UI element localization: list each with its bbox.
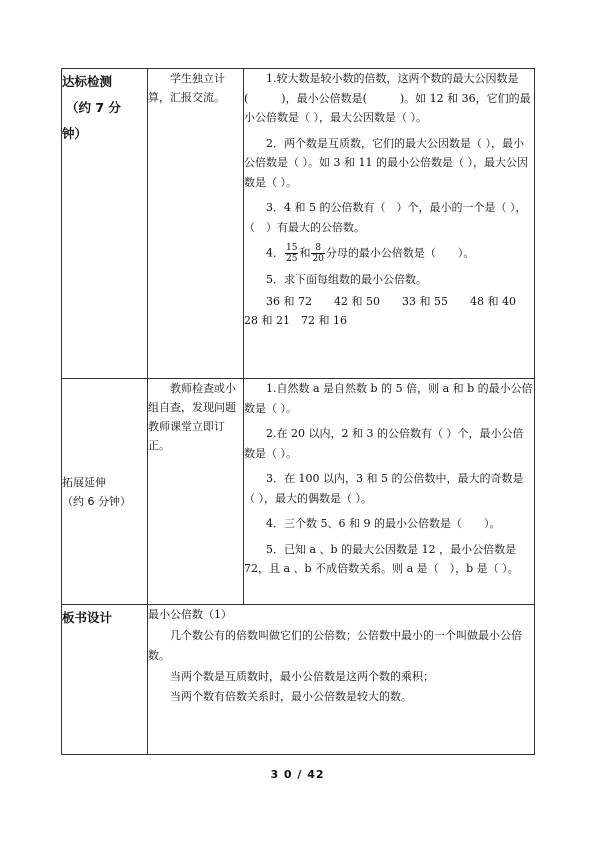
board-design-cell [148,605,535,755]
lesson-plan-table [61,68,538,755]
section-cell-extension [62,379,148,605]
table-row-board [62,605,535,755]
table-row-extension [62,379,535,605]
section-cell-assessment [62,69,148,379]
method-cell: 学生独立计算，汇报交流。 [148,69,244,379]
exercise-item: 4．三个数 5、6 和 9 的最小公倍数是（ ）。 [266,517,501,530]
exercise-item: 5．求下面每组数的最小公倍数。 [266,273,427,286]
exercise-item: 1.自然数 a 是自然数 b 的 5 倍，则 a 和 b 的最小公倍数是（ ）。 [244,382,533,415]
exercise-item: 1.较大数是较小数的倍数，这两个数的最大公因数是( )，最小公倍数是( )。如 12 和 36，它们的最小公倍数是（ ），最大公因数是（ ）。 [244,72,531,124]
exercise-cell [244,379,535,605]
board-title: 最小公倍数（1） [148,608,232,621]
section-title-line: （约 6 分钟） [62,494,131,508]
board-line: 几个数公有的倍数叫做它们的公倍数；公倍数中最小的一个叫做最小公倍数。 [148,628,522,662]
table-row-assessment [62,69,535,379]
section-title-line: （约 7 分 [66,100,121,115]
exercise-item: 5．已知 a 、b 的最大公因数是 12 ，最小公倍数是 72，且 a 、b 不成倍数关系。则 a 是（ ），b 是（ ）。 [244,542,519,575]
exercise-item: 3．4 和 5 的公倍数有（ ）个，最小的一个是（ ），（ ）有最大的公倍数。 [244,201,527,234]
exercise-item-fraction: 4． $\frac{15}{25}$ 和 $\frac{8}{20}$ 分母的最小公倍数是（ ）。 [266,243,475,264]
exercise-cell [244,69,538,379]
exercise-item: 3．在 100 以内，3 和 5 的公倍数中，最大的奇数是（ ），最大的偶数是（ ）。 [244,472,524,505]
section-title-line: 拓展延伸 [62,475,106,489]
method-cell: 教师检查或小组自查，发现问题教师课堂立即订正。 [148,379,244,605]
board-line: 当两个数是互质数时，最小公倍数是这两个数的乘积； [170,669,434,683]
exercise-item: 36 和 72 42 和 50 33 和 55 48 和 40 28 和 21 72 和 16 [244,294,538,327]
exercise-item: 2.在 20 以内，2 和 3 的公倍数有（ ）个，最小公倍数是（ ）。 [244,427,524,460]
board-line: 当两个数有倍数关系时，最小公倍数是较大的数。 [170,690,412,703]
fraction: $\frac{8}{20}$ [312,243,324,264]
section-title-line: 达标检测 [62,74,113,89]
exercise-item: 2．两个数是互质数，它们的最大公因数是（ ），最小公倍数是（ ）。如 3 和 11 的最小公倍数是（ ），最大公因数是（ ）。 [244,136,528,189]
fraction: $\frac{15}{25}$ [286,243,298,264]
section-title-line: 钟） [62,126,88,141]
section-cell-board: 板书设计 [62,605,148,755]
page-number: 3 0 / 42 [270,768,325,781]
